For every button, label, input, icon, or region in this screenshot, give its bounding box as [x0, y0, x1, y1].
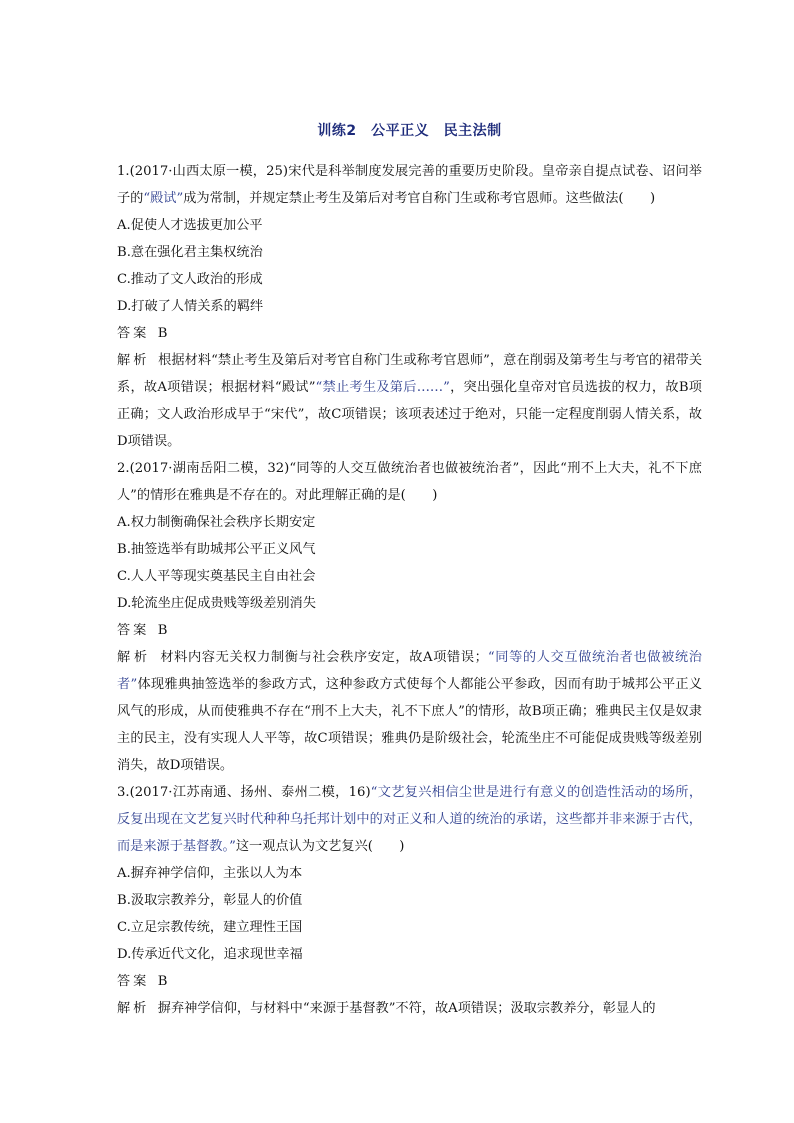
option-b: B.抽签选举有助城邦公平正义风气 — [117, 542, 316, 557]
content — [117, 158, 702, 1022]
option-c: C.立足宗教传统，建立理性王国 — [117, 920, 303, 935]
option-c: C.推动了文人政治的形成 — [117, 272, 263, 287]
question-stem: 3.(2017·江苏南通、扬州、泰州二模，16)“文艺复兴相信尘世是进行有意义的创造性活动的场所，反复出现在文艺复兴时代种种乌托邦计划中的对正义和人道的统治的承诺，这些都并非来源于古代，而是来源于基督教。”这一观点认为文艺复兴( ) — [117, 785, 703, 854]
answer-line — [117, 968, 702, 995]
explanation: 解析 根据材料“禁止考生及第后对考官自称门生或称考官恩师”，意在削弱及第考生与考官的裙带关系，故A项错误；根据材料“殿试”“禁止考生及第后……”，突出强化皇帝对官员选拔的权力，故B项正确；文人政治形成早于“宋代”，故C项错误；该项表述过于绝对，只能一定程度削弱人情关系，故D项错误。 — [117, 353, 703, 449]
option-a: A.摒弃神学信仰，主张以人为本 — [117, 866, 303, 881]
question-1 — [117, 158, 702, 455]
question-number: 2.(2017·湖南岳阳二模，32) — [117, 461, 290, 476]
option-c: C.人人平等现实奠基民主自由社会 — [117, 569, 316, 584]
answer-line — [117, 617, 702, 644]
explanation-label: 解析 — [117, 1001, 150, 1016]
question-stem: 1.(2017·山西太原一模，25)宋代是科举制度发展完善的重要历史阶段。皇帝亲自提点试卷、诏问举子的“殿试”成为常制，并规定禁止考生及第后对考官自称门生或称考官恩师。这些做法( ) — [117, 164, 702, 206]
answer-label: 答案 — [117, 623, 150, 638]
page-title: 训练2 公平正义 民主法制 — [317, 123, 502, 139]
option-b: B.汲取宗教养分，彰显人的价值 — [117, 893, 303, 908]
explanation: 解析 摒弃神学信仰，与材料中“来源于基督教”不符，故A项错误；汲取宗教养分，彰显人的 — [117, 1001, 656, 1016]
answer-value: B — [157, 974, 168, 989]
answer-label: 答案 — [117, 326, 150, 341]
option-a: A.权力制衡确保社会秩序长期安定 — [117, 515, 316, 530]
answer-value: B — [157, 623, 168, 638]
option-d: D.轮流坐庄促成贵贱等级差别消失 — [117, 596, 316, 611]
option-b: B.意在强化君主集权统治 — [117, 245, 263, 260]
explanation: 解析 材料内容无关权力制衡与社会秩序安定，故A项错误；“同等的人交互做统治者也做被统治者”体现雅典抽签选举的参政方式，这种参政方式使每个人都能公平参政，因而有助于城邦公平正义风气的形成，从而使雅典不存在“刑不上大夫，礼不下庶人”的情形，故B项正确；雅典民主仅是奴隶主的民主，没有实现人人平等，故C项错误；雅典仍是阶级社会，轮流坐庄不可能促成贵贱等级差别消失，故D项错误。 — [117, 650, 703, 773]
question-stem: 2.(2017·湖南岳阳二模，32)“同等的人交互做统治者也做被统治者”，因此“刑不上大夫，礼不下庶人”的情形在雅典是不存在的。对此理解正确的是( ) — [117, 461, 702, 503]
question-number: 1.(2017·山西太原一模，25) — [117, 164, 289, 179]
option-d: D.传承近代文化，追求现世幸福 — [117, 947, 303, 962]
answer-value: B — [157, 326, 168, 341]
answer-line — [117, 320, 702, 347]
explanation-label: 解析 — [117, 650, 151, 665]
answer-label: 答案 — [117, 974, 150, 989]
question-number: 3.(2017·江苏南通、扬州、泰州二模，16) — [117, 785, 371, 800]
option-d: D.打破了人情关系的羁绊 — [117, 299, 264, 314]
option-a: A.促使人才选拔更加公平 — [117, 218, 263, 233]
explanation-label: 解析 — [117, 353, 150, 368]
question-3 — [117, 779, 702, 1022]
question-2 — [117, 455, 702, 779]
